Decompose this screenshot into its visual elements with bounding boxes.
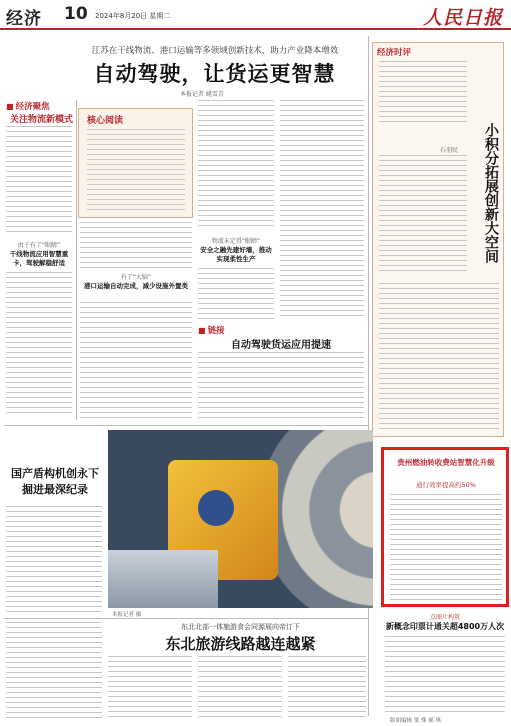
commentary-box — [372, 42, 504, 437]
body-text — [80, 302, 192, 420]
page-number: 10 — [64, 4, 88, 24]
highlighted-story-deck: 通行效率提高约50% — [416, 481, 476, 489]
body-text — [108, 656, 192, 720]
body-text — [198, 352, 364, 420]
subsection-title: 干线物流应用智慧重卡，驾驶解稳舒适 — [9, 250, 69, 267]
commentary-author: 石羽民 — [439, 147, 458, 154]
body-text — [379, 283, 499, 431]
subsection-label: 物流未定得“眼睛” — [211, 238, 261, 245]
body-text — [379, 61, 467, 123]
section-name: 经济 — [6, 9, 42, 29]
tunnel-boring-machine-photo — [108, 430, 373, 608]
top-story-headline: 自动驾驶，让货运更智慧 — [93, 62, 336, 86]
highlighted-story[interactable] — [381, 447, 509, 607]
highlighted-story-title: 贵州燃油转收费站智慧化升级 — [397, 458, 495, 467]
masthead — [0, 0, 511, 30]
body-text — [379, 155, 467, 275]
top-story-byline: 本报记者 姚雪青 — [180, 91, 224, 98]
footer-credit: 版面编辑 梁 殊 郝 琪 — [390, 718, 441, 724]
body-text — [87, 129, 185, 211]
body-text — [198, 100, 274, 230]
body-text — [288, 656, 366, 720]
top-story-kicker: 江苏在干线物流、港口运输等多领域创新技术，助力产业降本增效 — [91, 46, 339, 56]
subsection-label: 有了“大脑” — [120, 274, 152, 281]
section-rule — [4, 618, 368, 619]
body-text — [198, 656, 282, 720]
commentary-tag: 经济时评 — [377, 48, 412, 58]
photo-caption: 本报记者 摄 — [112, 612, 142, 618]
publication-date: 2024年8月20日 星期二 — [95, 12, 171, 20]
bottom-story-deck: 东北北部一体施游食会同源展向帝订下 — [181, 623, 300, 631]
bottom-story-headline: 东北旅游线路越连越紧 — [165, 635, 316, 653]
body-text — [6, 272, 72, 417]
subsection-title: 港口运输自动完成，减少设施外置类 — [84, 282, 188, 290]
right-story-kicker: 点图片构筑 — [429, 614, 460, 621]
subsection-label: 由于有了“眼睛” — [17, 242, 61, 249]
link-headline: 自动驾驶货运应用提速 — [231, 340, 331, 351]
left-column-subtitle: 关注物流新模式 — [10, 115, 74, 125]
body-text — [6, 506, 102, 614]
body-text — [390, 494, 502, 600]
subsection-title: 安全之融先建好墙，推动实现柔性生产 — [200, 246, 272, 263]
left-column-tag: ■ 经济聚焦 — [6, 100, 50, 112]
link-tag: ■ 链接 — [198, 324, 225, 336]
body-text — [6, 622, 102, 720]
core-reading-box — [78, 108, 193, 218]
newspaper-logo: 人民日报 — [422, 7, 503, 29]
section-rule — [4, 425, 368, 426]
column-rule — [76, 100, 77, 420]
body-text — [6, 126, 72, 236]
right-story-headline: 新概念印票计通关超4800万人次 — [385, 622, 505, 631]
commentary-title: 小积分拓展创新大空间 — [483, 123, 499, 263]
body-text — [385, 636, 505, 712]
core-reading-title: 核心阅读 — [87, 116, 124, 126]
body-text — [280, 100, 364, 320]
photo-side-headline: 国产盾构机创永下掘进最深纪录 — [11, 467, 99, 496]
body-text — [80, 222, 192, 270]
body-text — [198, 268, 274, 320]
